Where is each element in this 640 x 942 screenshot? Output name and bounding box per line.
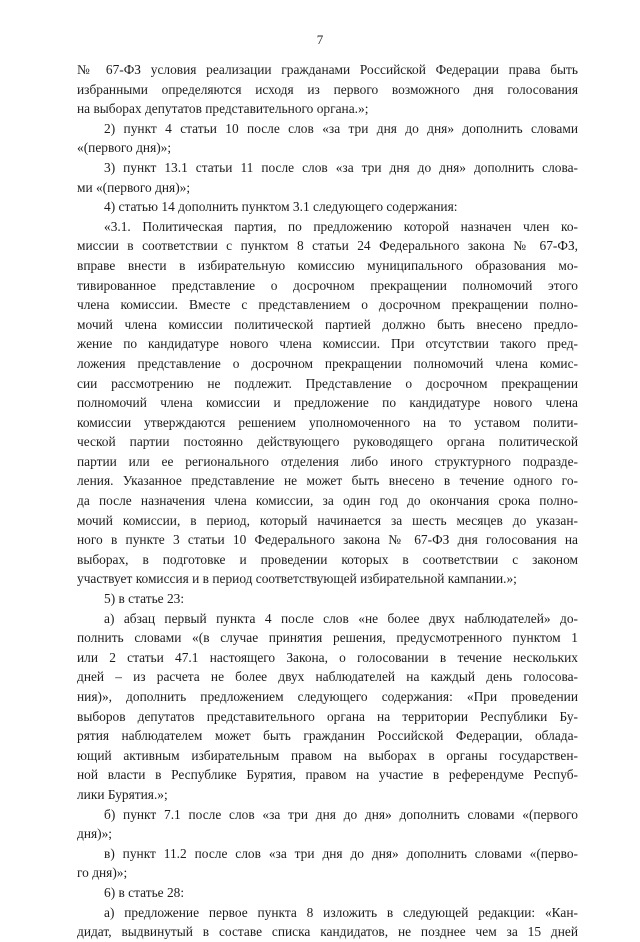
text-line: полномочий члена комиссии и предложение по кандидатуре нового члена (77, 395, 578, 411)
paragraph (77, 158, 578, 197)
text-line: участвует комиссия и в период соответствующей избирательной кампании.»; (77, 571, 517, 587)
text-line: тивированное представление о досрочном прекращении полномочий этого (77, 277, 578, 293)
text-line: члена комиссии. Вместе с представлением о досрочном прекращении полно- (77, 297, 578, 313)
text-line: 6) в статье 28: (104, 884, 185, 900)
paragraph (77, 903, 578, 942)
text-line: мочий комиссии, в период, который начинается за шесть месяцев до указан- (77, 512, 578, 528)
text-line: ления. Указанное представление не может быть внесено в течение одного го- (77, 473, 578, 489)
paragraph (77, 844, 578, 883)
text-line: го дня)»; (77, 865, 128, 881)
paragraph (77, 197, 578, 217)
paragraph (77, 609, 578, 805)
text-line: в) пункт 11.2 после слов «за три дня до дня» дополнить словами «(перво- (104, 845, 578, 861)
text-line: миссии в соответствии с пунктом 8 статьи 24 Федерального закона № 67-ФЗ, (77, 238, 578, 254)
text-line: а) предложение первое пункта 8 изложить в следующей редакции: «Кан- (104, 904, 578, 920)
text-line: сии рассмотрению не подлежит. Представление о досрочном прекращении (77, 375, 578, 391)
text-line: полнить словами «(в случае принятия решения, предусмотренного пунктом 1 (77, 630, 578, 646)
paragraph (77, 119, 578, 158)
text-line: «(первого дня)»; (77, 140, 172, 156)
paragraph (77, 883, 578, 903)
text-line: лики Бурятия.»; (77, 786, 168, 802)
text-line: дидат, выдвинутый в составе списка кандидатов, не позднее чем за 15 дней (77, 924, 578, 940)
text-line: или 2 статьи 47.1 настоящего Закона, о голосовании в течение нескольких (77, 649, 578, 665)
text-line: б) пункт 7.1 после слов «за три дня до дня» дополнить словами «(первого (104, 806, 578, 822)
text-line: 3) пункт 13.1 статьи 11 после слов «за три дня до дня» дополнить слова- (104, 159, 578, 175)
text-line: ческой партии постоянно действующего руководящего органа политической (77, 434, 578, 450)
text-line: ющий активным избирательным правом на выборах в органы государствен- (77, 747, 578, 763)
text-line: жение по кандидатуре нового члена комиссии. При отсутствии такого пред- (77, 336, 578, 352)
text-line: «3.1. Политическая партия, по предложению которой назначен член ко- (104, 218, 578, 234)
text-line: дней – из расчета не более двух наблюдателей на каждый день голосова- (77, 669, 578, 685)
text-line: рятия наблюдателем может быть гражданин Российской Федерации, облада- (77, 728, 578, 744)
text-line: № 67-ФЗ условия реализации гражданами Российской Федерации права быть (77, 62, 578, 77)
text-line: ложения представление о досрочном прекращении полномочий члена комис- (77, 355, 578, 371)
text-line: 5) в статье 23: (104, 591, 185, 607)
text-line: партии или ее регионального отделения либо иного структурного подразде- (77, 453, 578, 469)
document-body (77, 60, 578, 942)
text-line: а) абзац первый пункта 4 после слов «не более двух наблюдателей» до- (104, 610, 578, 626)
text-line: 2) пункт 4 статьи 10 после слов «за три дня до дня» дополнить словами (104, 120, 578, 136)
page-number: 7 (316, 32, 324, 47)
paragraph (77, 217, 578, 589)
text-line: выборах, в подготовке и проведении которых в соответствии с законом (77, 551, 578, 567)
text-line: на выборах депутатов представительного органа.»; (77, 101, 369, 117)
paragraph (77, 805, 578, 844)
text-line: выборов депутатов представительного органа на территории Республики Бу- (77, 708, 578, 724)
text-line: комиссии утверждаются решением уполномоченного на то уставом полити- (77, 414, 578, 430)
text-line: избранными определяются исходя из первого возможного дня голосования (77, 81, 578, 97)
paragraph (77, 60, 578, 119)
text-line: вправе внести в избирательную комиссию муниципального образования мо- (77, 257, 578, 273)
text-line: ния)», дополнить предложением следующего содержания: «При проведении (77, 689, 578, 704)
text-line: ми «(первого дня)»; (77, 179, 191, 195)
text-line: ной власти в Республике Бурятия, правом на участие в референдуме Респуб- (77, 767, 578, 783)
text-line: 4) статью 14 дополнить пунктом 3.1 следующего содержания: (104, 199, 458, 215)
text-line: дня)»; (77, 826, 113, 842)
text-line: мочий члена комиссии политической партией должно быть внесено предло- (77, 316, 578, 332)
paragraph (77, 589, 578, 609)
text-line: ного в пункте 3 статьи 10 Федерального закона № 67-ФЗ дня голосования на (77, 532, 578, 548)
text-line: да после назначения члена комиссии, за один год до окончания срока полно- (77, 493, 578, 509)
